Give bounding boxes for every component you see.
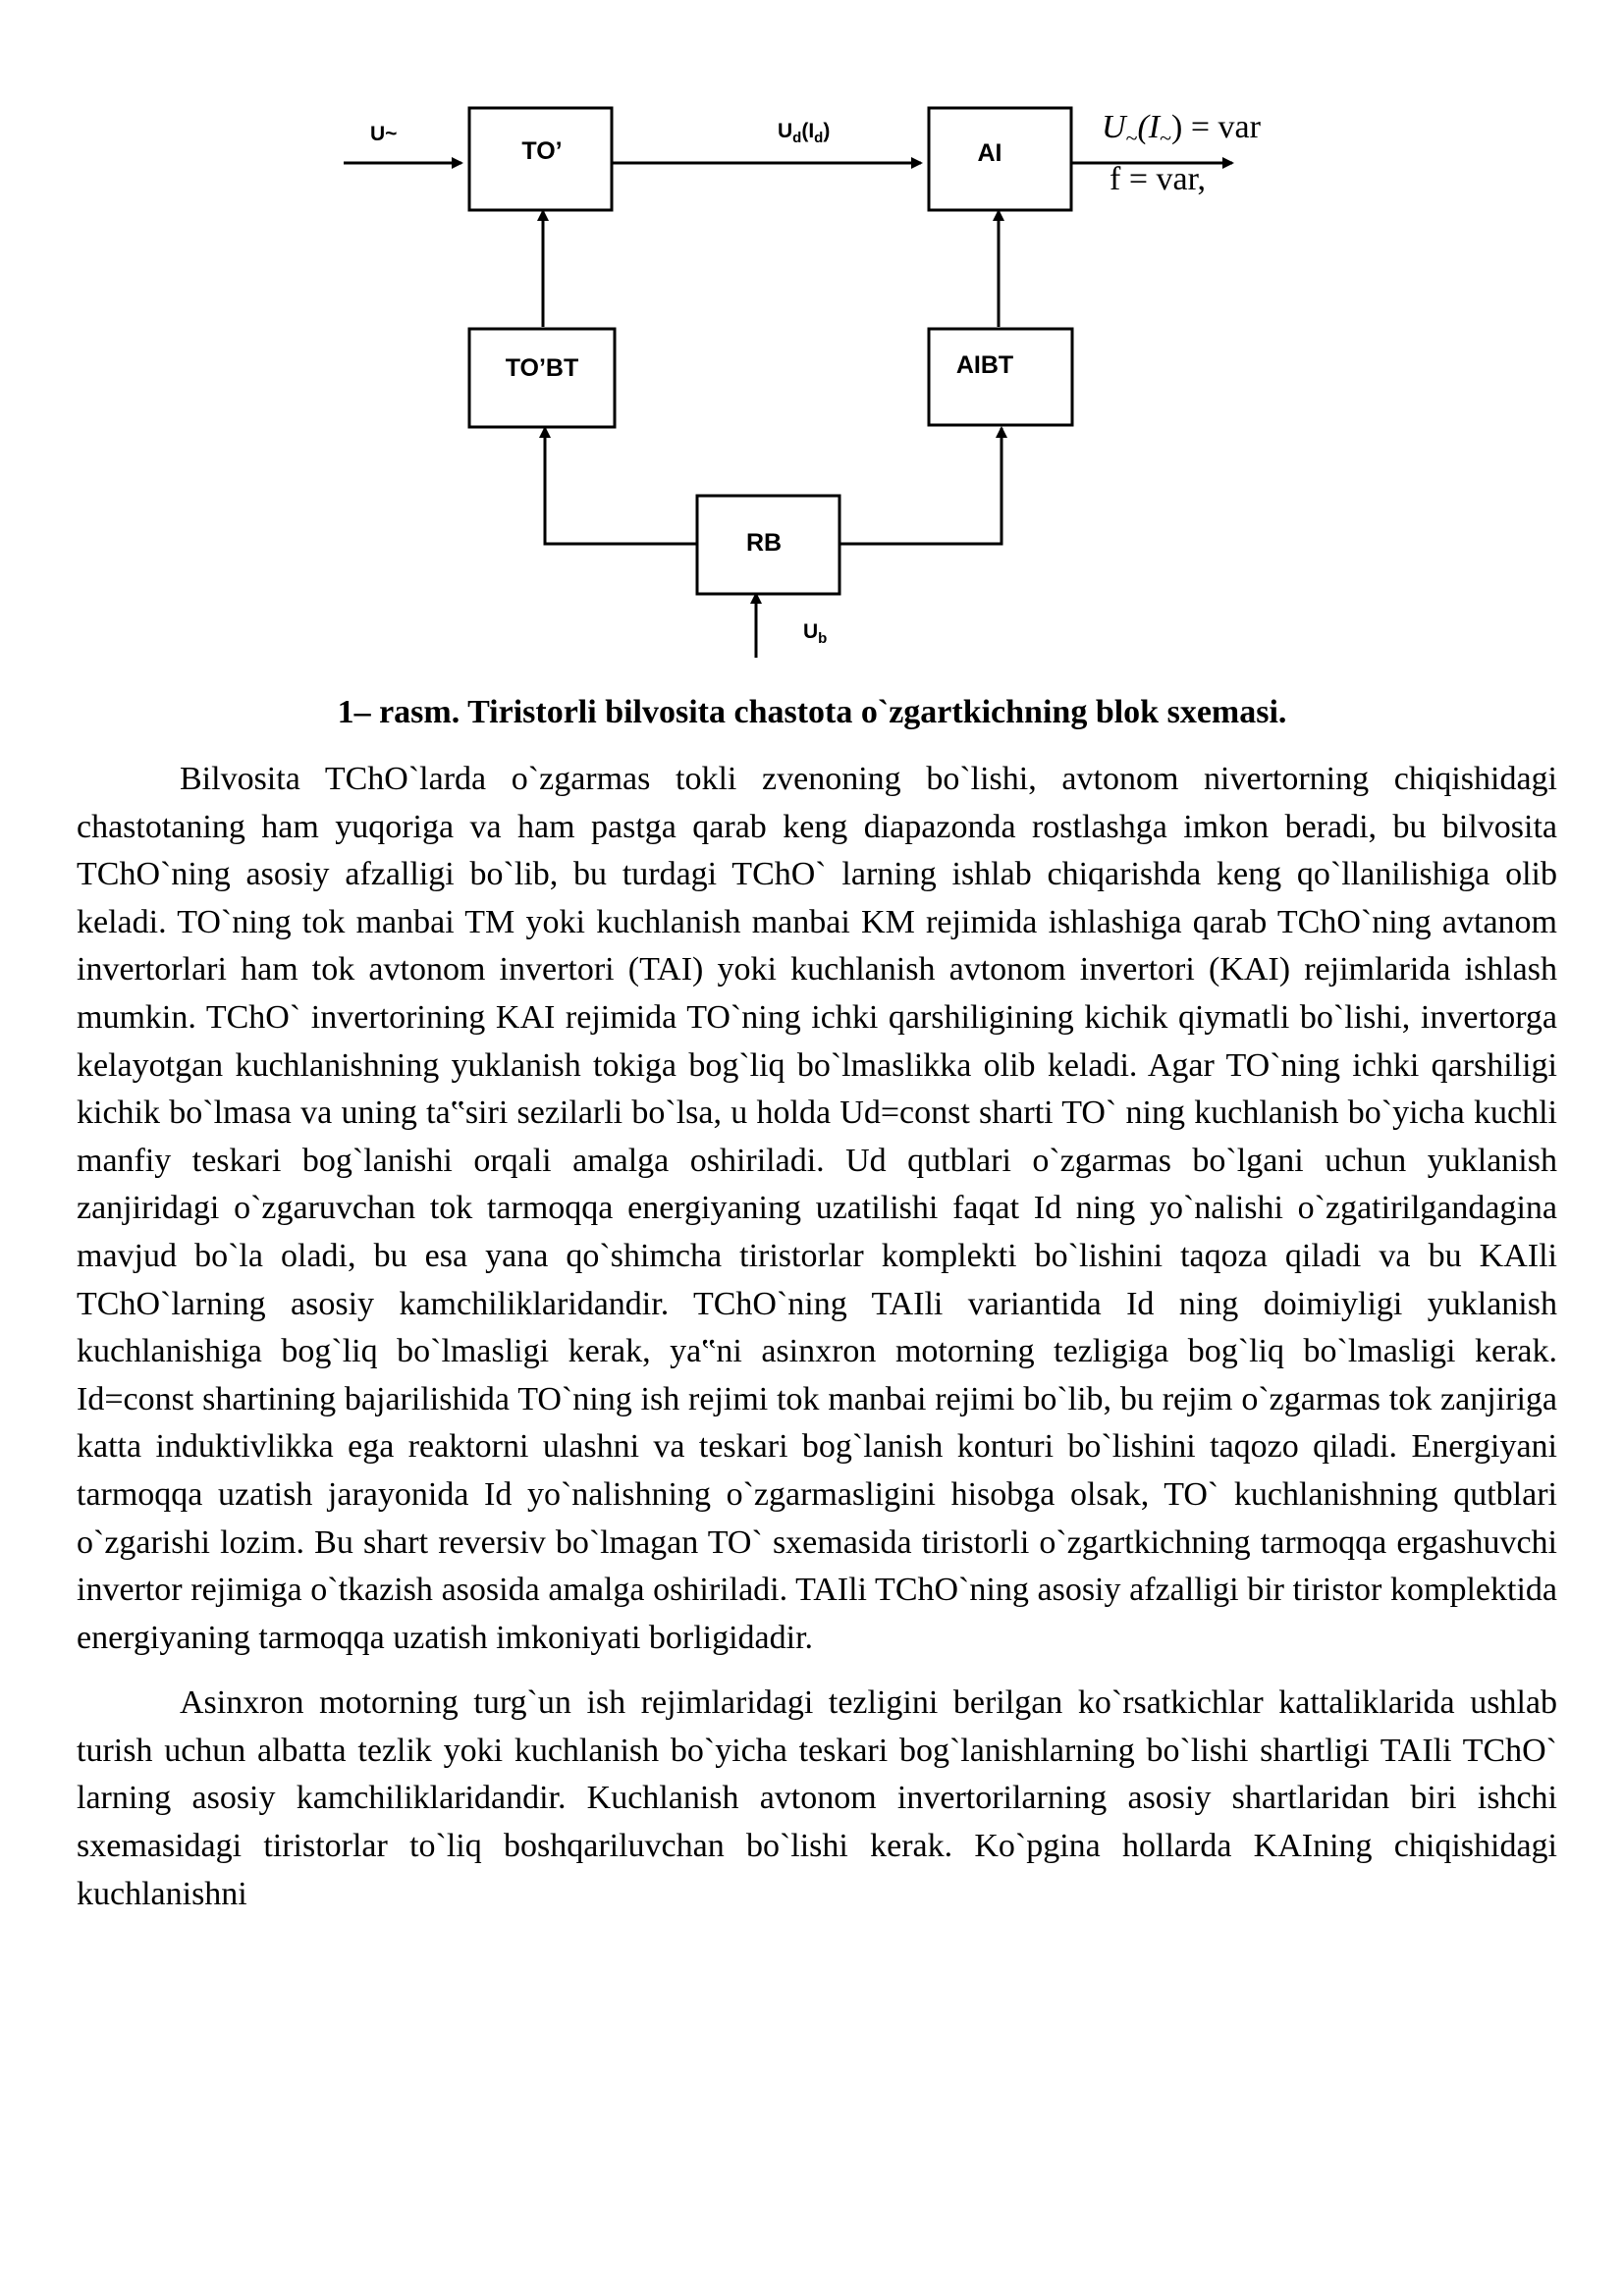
svg-text:RB: RB: [745, 529, 783, 557]
svg-text:AI: AI: [977, 139, 1002, 167]
figure-caption: 1– rasm. Tiristorli bilvosita chastota o`zgartkichning blok sxemasi.: [337, 694, 1287, 730]
input-voltage-label: U~: [370, 123, 398, 145]
to-block: [469, 108, 612, 210]
svg-text:TO’: TO’: [521, 137, 563, 165]
aibt-block: [929, 329, 1072, 425]
svg-text:TO’BT: TO’BT: [505, 354, 579, 382]
rb-block: [697, 496, 839, 594]
block-diagram: [0, 0, 1624, 687]
control-voltage-label: $U_b$: [803, 620, 828, 647]
paragraph-2: Asinxron motorning turg`un ish rejimlaridagi tezligini berilgan ko`rsatkichlar kattaliklarida ushlab turish uchun albatta tezlik yoki kuchlanish bo`yicha teskari bog`lanishlarning bo`lishi shartligi TAIli TChO` larning asosiy kamchiliklaridandir. Kuchlanish avtonom invertorilarning asosiy shartlaridan biri ishchi sxemasidagi tiristorlar to`liq boshqariluvchan bo`lishi kerak. Ko`pgina hollarda KAIning chiqishidagi kuchlanishni: [77, 1684, 1557, 1912]
ai-block: [929, 108, 1071, 210]
rb-to-tobt-arrow: [545, 428, 697, 544]
tobt-block: [469, 329, 615, 427]
rb-to-aibt-arrow: [839, 428, 1001, 544]
dc-link-label: $U_d(I_d)$: [778, 120, 831, 146]
output-formula-line2: f = var,: [1110, 161, 1207, 197]
svg-text:AIBT: AIBT: [955, 351, 1014, 379]
paragraph-1: Bilvosita TChO`larda o`zgarmas tokli zvenoning bo`lishi, avtonom nivertorning chiqishidagi chastotaning ham yuqoriga va ham pastga qarab keng diapazonda rostlashga imkon beradi, bu bilvosita TChO`ning asosiy afzalligi bo`lib, bu turdagi TChO` larning ishlab chiqarishda keng qo`llanilishiga olib keladi. TO`ning tok manbai TM yoki kuchlanish manbai KM rejimida ishlashiga qarab TChO`ning avtanom invertorlari ham tok avtonom invertori (TAI) yoki kuchlanish avtonom invertori (KAI) rejimlarida ishlash mumkin. TChO` invertorining KAI rejimida TO`ning ichki qarshiligining kichik qiymatli bo`lishi, invertorga kelayotgan kuchlanishning yuklanish tokiga bog`liq bo`lmaslikka olib keladi. Agar TO`ning ichki qarshiligi kichik bo`lmasa va uning ta‟siri sezilarli bo`lsa, u holda Ud=const sharti TO` ning kuchlanish bo`yicha kuchli manfiy teskari bog`lanishi orqali amalga oshiriladi. Ud qutblari o`zgarmas bo`lgani uchun yuklanish zanjiridagi o`zgaruvchan tok tarmoqqa energiyaning uzatilishi faqat Id ning yo`nalishi o`zgatirilgandagina mavjud bo`la oladi, bu esa yana qo`shimcha tiristorlar komplekti bo`lishini taqoza qiladi va bu KAIli TChO`larning asosiy kamchiliklaridandir. TChO`ning TAIli variantida Id ning doimiyligi yuklanish kuchlanishiga bog`liq bo`lmasligi kerak, ya‟ni asinxron motorning tezligiga bog`liq bo`lmasligi kerak. Id=const shartining bajarilishida TO`ning ish rejimi tok manbai rejimi bo`lib, bu rejim o`zgarmas tok zanjiriga katta induktivlikka ega reaktorni ulashni va teskari bog`lanish konturi bo`lishini taqozo qiladi. Energiyani tarmoqqa uzatish jarayonida Id yo`nalishning o`zgarmasligini hisobga olsak, TO` kuchlanishning qutblari o`zgarishi lozim. Bu shart reversiv bo`lmagan TO` sxemasida tiristorli o`zgartkichning tarmoqqa ergashuvchi invertor rejimiga o`tkazish asosida amalga oshiriladi. TAIli TChO`ning asosiy afzalligi bir tiristor komplektida energiyaning tarmoqqa uzatish imkoniyati borligidadir.: [77, 761, 1557, 1656]
body-text: [77, 756, 1557, 1918]
output-formula-line1: $U_\sim(I_\sim)$ = var: [1102, 109, 1261, 150]
